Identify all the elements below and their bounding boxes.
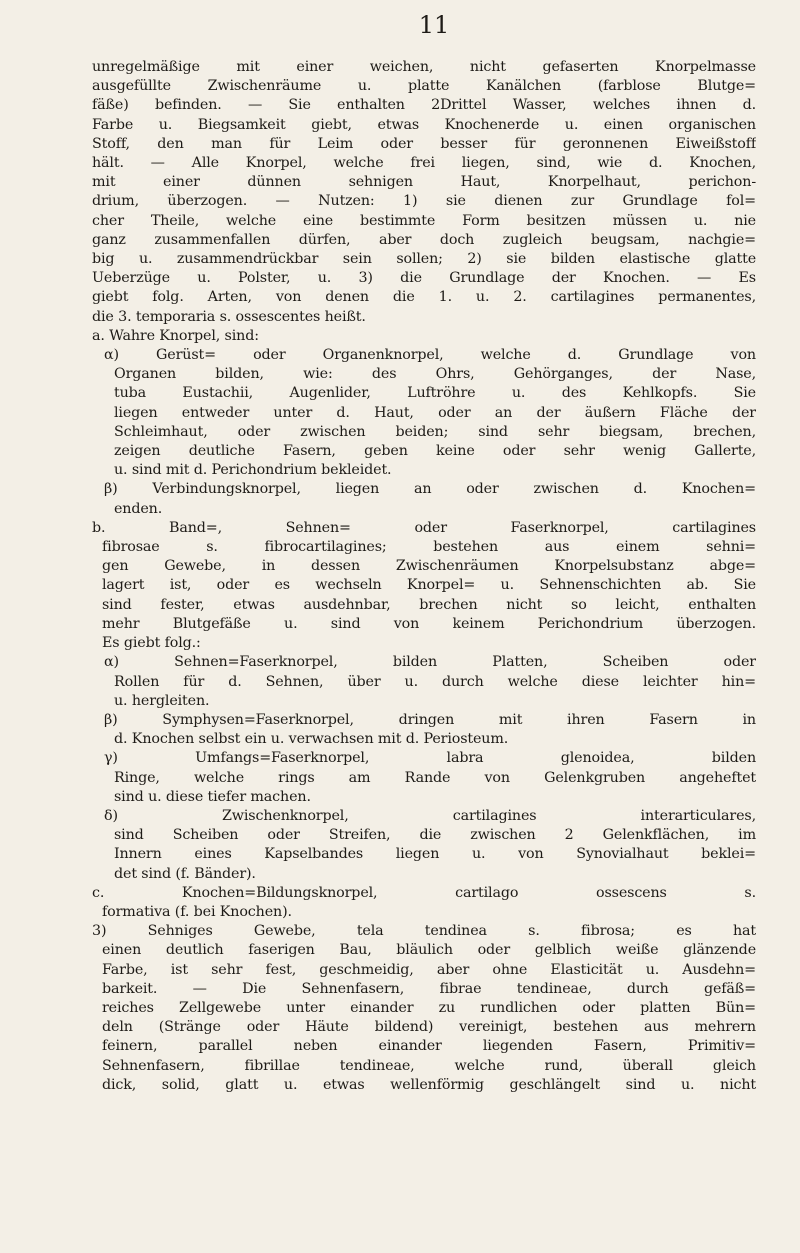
text-line: zeigen deutliche Fasern, geben keine oder sehr wenig Gallerte, [114,443,756,460]
text-line: u. sind mit d. Perichondrium bekleidet. [114,462,392,479]
text-line: drium, überzogen. — Nutzen: 1) sie dienen zur Grundlage fol= [92,193,756,210]
text-line: β) Verbindungsknorpel, liegen an oder zwischen d. Knochen= [104,481,756,498]
section-heading: 3) Sehniges Gewebe, tela tendinea s. fibrosa; es hat [92,923,756,940]
text-line: d. Knochen selbst ein u. verwachsen mit d. Periosteum. [114,731,509,748]
text-line: mehr Blutgefäße u. sind von keinem Perichondrium überzogen. [102,615,756,632]
text-line: mit einer dünnen sehnigen Haut, Knorpelhaut, perichon- [92,174,756,191]
text-line: dick, solid, glatt u. etwas wellenförmig geschlängelt sind u. nicht [102,1076,756,1093]
text-line: α) Sehnen=Faserknorpel, bilden Platten, Scheiben oder [104,654,756,671]
text-line: die 3. temporaria s. ossescentes heißt. [92,308,366,325]
text-line: Rollen für d. Sehnen, über u. durch welche diese leichter hin= [114,673,756,690]
text-line: ganz zusammenfallen dürfen, aber doch zugleich beugsam, nachgie= [92,231,756,248]
page-number: 11 [418,11,450,39]
text-line: hält. — Alle Knorpel, welche frei liegen, sind, wie d. Knochen, [92,155,756,172]
text-line: barkeit. — Die Sehnenfasern, fibrae tendineae, durch gefäß= [102,980,756,997]
text-line: liegen entweder unter d. Haut, oder an der äußern Fläche der [114,404,756,421]
text-line: enden. [114,500,163,517]
text-line: Farbe, ist sehr fest, geschmeidig, aber ohne Elasticität u. Ausdehn= [102,961,756,978]
text-line: Organen bilden, wie: des Ohrs, Gehörganges, der Nase, [114,366,756,383]
text-line: det sind (f. Bänder). [114,865,256,882]
text-line: reiches Zellgewebe unter einander zu rundlichen oder platten Bün= [102,999,756,1016]
text-line: Stoff, den man für Leim oder besser für geronnenen Eiweißstoff [92,135,756,152]
text-line: α) Gerüst= oder Organenknorpel, welche d. Grundlage von [104,347,756,364]
text-line: tuba Eustachii, Augenlider, Luftröhre u. des Kehlkopfs. Sie [114,385,756,402]
text-line: cher Theile, welche eine bestimmte Form besitzen müssen u. nie [92,212,756,229]
text-line: sind u. diese tiefer machen. [114,788,311,805]
text-line: unregelmäßige mit einer weichen, nicht gefaserten Knorpelmasse [92,59,756,75]
text-line: deln (Stränge oder Häute bildend) vereinigt, bestehen aus mehrern [102,1019,756,1036]
text-line: gen Gewebe, in dessen Zwischenräumen Knorpelsubstanz abge= [102,558,756,575]
text-line: Schleimhaut, oder zwischen beiden; sind sehr biegsam, brechen, [114,423,756,440]
text-line: u. hergleiten. [114,692,210,709]
text-line: β) Symphysen=Faserknorpel, dringen mit ihren Fasern in [104,711,756,728]
text-line: Es giebt folg.: [102,635,201,652]
text-line: sind fester, etwas ausdehnbar, brechen nicht so leicht, enthalten [102,596,756,613]
text-line: ausgefüllte Zwischenräume u. platte Kanälchen (farblose Blutge= [92,78,756,95]
text-line: γ) Umfangs=Faserknorpel, labra glenoidea, bilden [104,750,756,767]
text-line: formativa (f. bei Knochen). [102,903,292,920]
text-line: giebt folg. Arten, von denen die 1. u. 2. cartilagines permanentes, [92,289,756,306]
section-heading: c. Knochen=Bildungsknorpel, cartilago ossescens s. [92,884,756,901]
text-line: einen deutlich faserigen Bau, bläulich oder gelblich weiße glänzende [102,942,756,959]
section-heading: a. Wahre Knorpel, sind: [92,327,259,344]
text-line: Ringe, welche rings am Rande von Gelenkgruben angeheftet [114,769,756,786]
text-line: lagert ist, oder es wechseln Knorpel= u. Sehnenschichten ab. Sie [102,577,756,594]
body-text [92,58,756,1095]
text-line: Farbe u. Biegsamkeit giebt, etwas Knochenerde u. einen organischen [92,116,756,133]
text-line: fibrosae s. fibrocartilagines; bestehen aus einem sehni= [102,539,756,556]
text-line: fäße) befinden. — Sie enthalten 2Drittel Wasser, welches ihnen d. [92,97,756,114]
text-line: Sehnenfasern, fibrillae tendineae, welche rund, überall gleich [102,1057,756,1074]
text-line: Innern eines Kapselbandes liegen u. von Synovialhaut beklei= [114,846,756,863]
text-line: Ueberzüge u. Polster, u. 3) die Grundlage der Knochen. — Es [92,270,756,287]
text-line: sind Scheiben oder Streifen, die zwischen 2 Gelenkflächen, im [114,827,756,844]
section-heading: b. Band=, Sehnen= oder Faserknorpel, cartilagines [92,519,756,536]
text-line: δ) Zwischenknorpel, cartilagines interarticulares, [104,807,756,824]
text-line: feinern, parallel neben einander liegenden Fasern, Primitiv= [102,1038,756,1055]
text-line: big u. zusammendrückbar sein sollen; 2) sie bilden elastische glatte [92,251,756,268]
